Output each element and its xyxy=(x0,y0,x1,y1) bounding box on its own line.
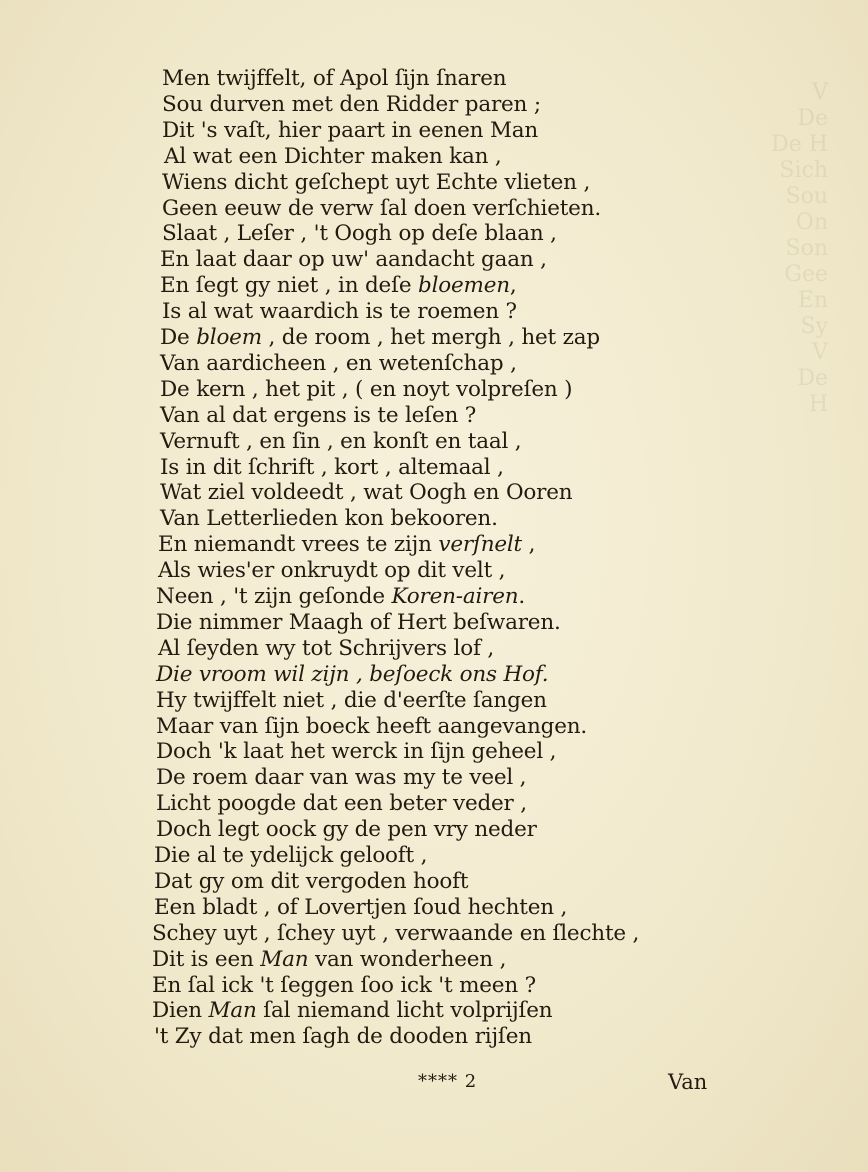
verse-line xyxy=(156,610,561,636)
verse-line xyxy=(156,714,587,740)
line-text: Dat gy om dit vergoden hooft xyxy=(154,868,469,894)
verse-line xyxy=(154,895,567,921)
verse-line xyxy=(160,325,600,351)
verse-line xyxy=(154,1024,532,1050)
verse-line xyxy=(162,170,590,196)
verse-line xyxy=(158,532,535,558)
line-text: Van al dat ergens is te leſen ? xyxy=(160,402,477,428)
verse-line xyxy=(158,558,505,584)
line-text: ſal niemand licht volprijſen xyxy=(256,998,553,1024)
verse-line xyxy=(156,791,527,817)
verse-line xyxy=(160,429,521,455)
verse-line xyxy=(154,869,468,895)
verse-line xyxy=(152,998,552,1024)
line-text: van wonderheen , xyxy=(308,946,507,972)
line-text: . xyxy=(518,584,526,609)
verse-line xyxy=(160,455,504,481)
line-text: Hy twijffelt niet , die d'eerſte ſangen xyxy=(156,687,547,713)
line-text: En laat daar op uw' aandacht gaan , xyxy=(160,247,547,273)
line-text: Geen eeuw de verw ſal doen verſchieten. xyxy=(162,195,601,221)
verse-line xyxy=(160,377,572,403)
verse-line xyxy=(152,947,506,973)
line-text: Doch legt oock gy de pen vry neder xyxy=(156,817,537,843)
line-text: Is al wat waardich is te roemen ? xyxy=(162,299,517,325)
line-text: Dit is een xyxy=(152,946,261,972)
verse-line xyxy=(160,403,476,429)
verse-line xyxy=(160,351,517,377)
line-text: Dien xyxy=(152,998,209,1024)
line-text: En ſegt gy niet , in deſe xyxy=(160,273,418,299)
verse-line xyxy=(160,480,572,506)
line-text: Slaat , Leſer , 't Oogh op deſe blaan , xyxy=(162,221,557,247)
line-text: , de room , het mergh , het zap xyxy=(261,325,600,350)
verse-line xyxy=(162,118,538,144)
catchword: Van xyxy=(668,1070,708,1094)
line-text: 't Zy dat men ſagh de dooden rijſen xyxy=(154,1024,532,1050)
italic-word: Die vroom wil zijn , beſoeck ons Hof. xyxy=(156,661,549,687)
line-text: Vernuft , en ſin , en konſt en taal , xyxy=(160,428,522,454)
verse-line xyxy=(162,196,601,222)
line-text: De roem daar van was my te veel , xyxy=(156,765,527,791)
line-text: Wiens dicht geſchept uyt Echte vlieten , xyxy=(162,169,591,195)
line-text: Schey uyt , ſchey uyt , verwaande en ſlechte , xyxy=(152,920,640,946)
verse-line xyxy=(154,843,427,869)
verse-line xyxy=(164,144,502,170)
line-text: Een bladt , of Lovertjen ſoud hechten , xyxy=(154,894,568,920)
italic-word: Koren-airen xyxy=(391,584,519,609)
verse-line xyxy=(152,973,536,999)
line-text: Neen , 't zijn geſonde xyxy=(156,584,392,609)
verse-line xyxy=(156,817,537,843)
line-text: Licht poogde dat een beter veder , xyxy=(156,791,527,817)
line-text: De xyxy=(160,325,197,350)
verse-line xyxy=(162,92,541,118)
line-text: Wat ziel voldeedt , wat Oogh en Ooren xyxy=(160,480,573,506)
verse-line xyxy=(152,921,639,947)
line-text: Van Letterlieden kon bekooren. xyxy=(160,506,498,532)
italic-word: bloemen xyxy=(418,273,510,299)
italic-word: bloem xyxy=(196,325,262,350)
line-text: Als wies'er onkruydt op dit velt , xyxy=(158,558,506,584)
line-text: Al wat een Dichter maken kan , xyxy=(164,143,502,169)
italic-word: Man xyxy=(208,998,257,1024)
line-text: Dit 's vaſt, hier paart in eenen Man xyxy=(162,117,539,143)
verse-line xyxy=(162,66,506,92)
verse-line xyxy=(156,765,526,791)
verse-line xyxy=(162,221,557,247)
verse-line xyxy=(158,636,494,662)
verse-line xyxy=(156,584,525,610)
verse-line xyxy=(156,662,548,688)
show-through-text: V De De H Sich Sou On Son Gee En Sy V De H xyxy=(771,80,828,417)
line-text: En niemandt vrees te zijn xyxy=(158,532,439,558)
line-text: , xyxy=(522,532,536,558)
italic-word: Man xyxy=(260,946,309,972)
line-text: Van aardicheen , en wetenſchap , xyxy=(160,350,517,376)
line-text: Is in dit ſchrift , kort , altemaal , xyxy=(160,454,504,480)
verse-line xyxy=(156,688,547,714)
line-text: En ſal ick 't ſeggen ſoo ick 't meen ? xyxy=(152,972,536,998)
line-text: , xyxy=(509,273,517,299)
line-text: Doch 'k laat het werck in ſijn geheel , xyxy=(156,739,557,765)
line-text: Men twijffelt, of Apol ſijn ſnaren xyxy=(162,66,507,91)
line-text: De kern , het pit , ( en noyt volpreſen ) xyxy=(160,376,573,402)
line-text: Die nimmer Maagh of Hert beſwaren. xyxy=(156,609,561,635)
verse-line xyxy=(160,273,517,299)
line-text: Al ſeyden wy tot Schrijvers lof , xyxy=(158,635,494,661)
line-text: Die al te ydelijck gelooft , xyxy=(154,843,428,868)
line-text: Sou durven met den Ridder paren ; xyxy=(162,91,541,117)
verse-line xyxy=(160,506,498,532)
italic-word: verſnelt xyxy=(438,532,522,558)
line-text: Maar van ſijn boeck heeft aangevangen. xyxy=(156,713,587,739)
verse-line xyxy=(162,299,517,325)
signature-mark: **** 2 xyxy=(418,1071,478,1092)
verse-line xyxy=(160,247,547,273)
verse-line xyxy=(156,739,556,765)
